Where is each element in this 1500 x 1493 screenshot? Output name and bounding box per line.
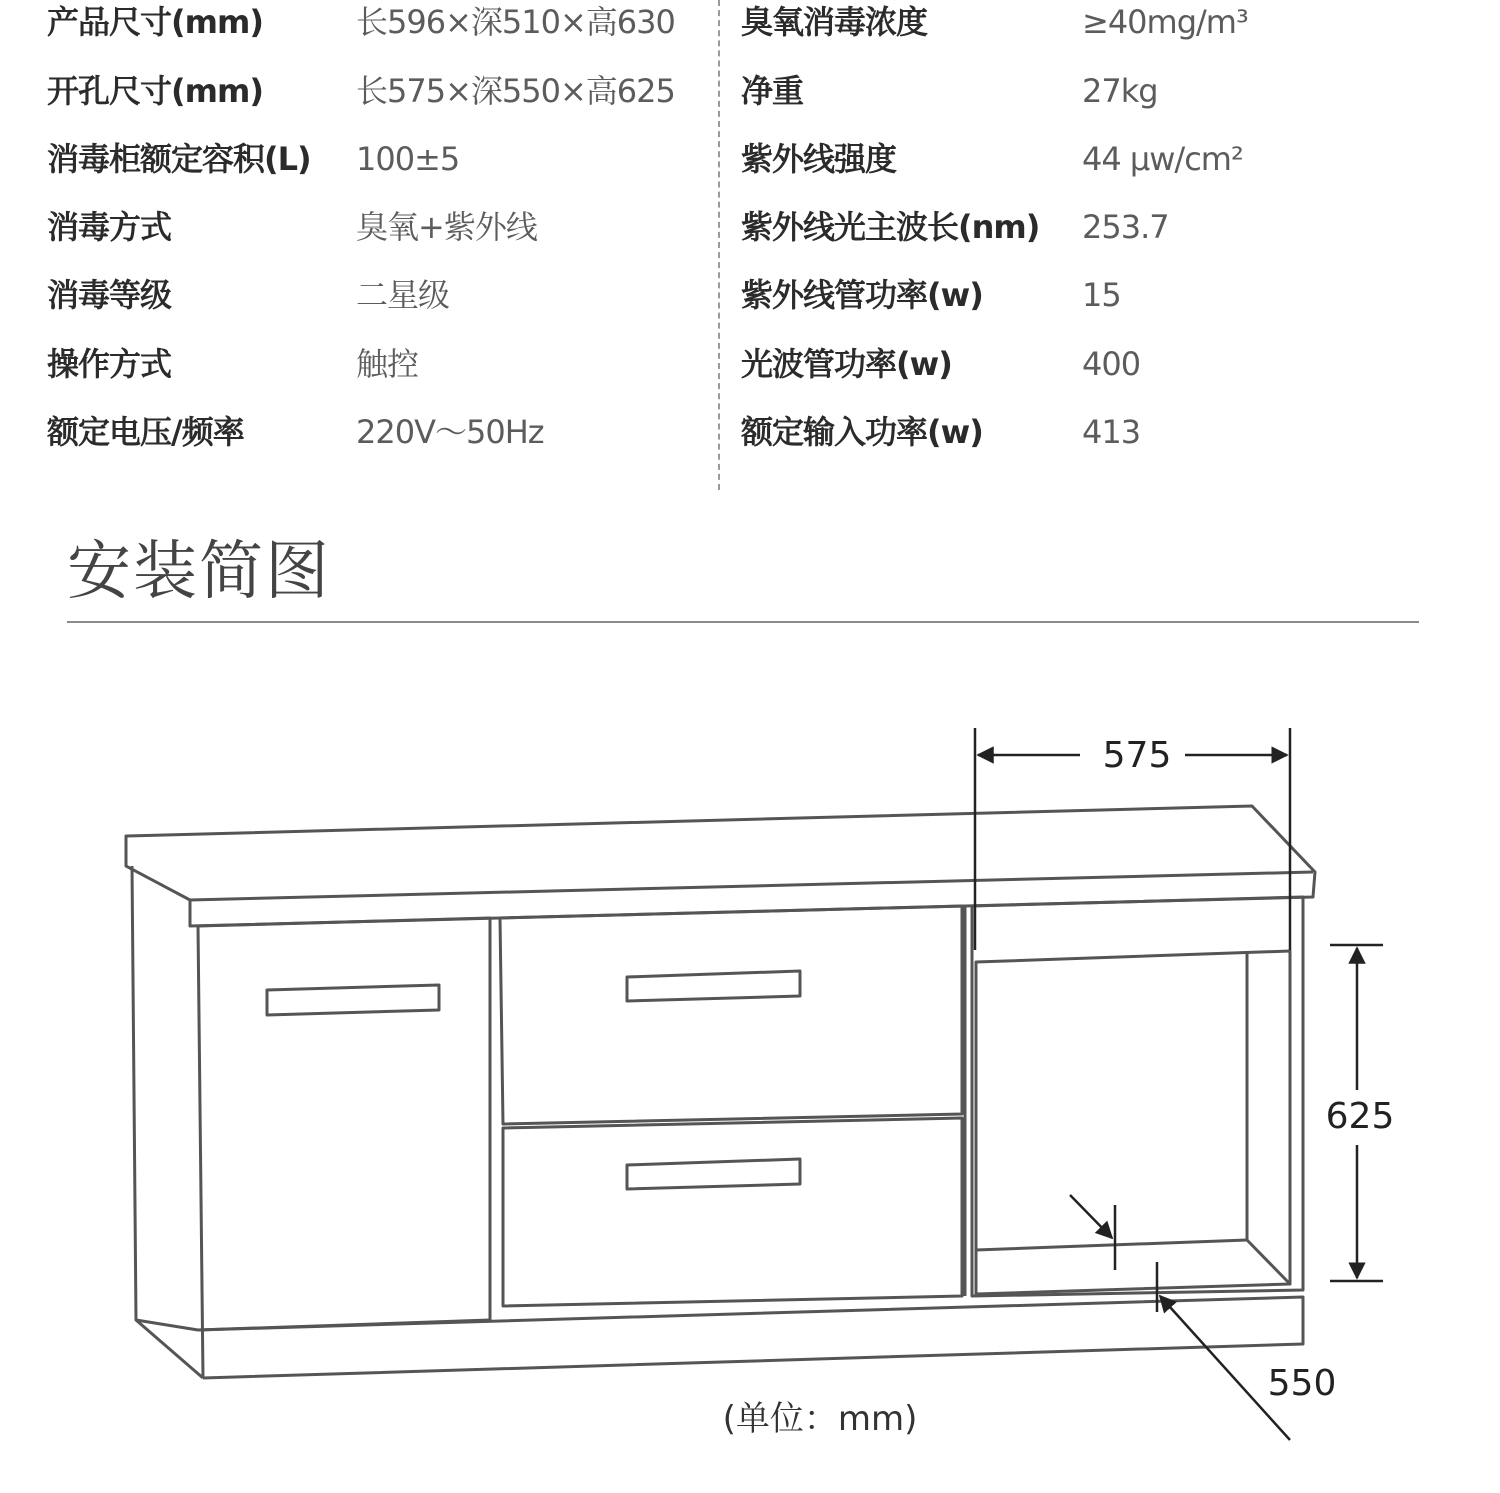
spec-value: 413 [1082,413,1141,451]
spec-label: 消毒方式 [47,208,172,246]
spec-label: 开孔尺寸(mm) [47,72,263,110]
spec-value: 长575×深550×高625 [356,72,675,110]
cabinet-drawing [126,806,1315,1378]
cabinet-base-line [198,1320,490,1330]
spec-value: 触控 [356,345,419,383]
spec-label: 消毒柜额定容积(L) [47,140,311,178]
unit-note: (单位：mm) [722,1399,918,1439]
section-divider [67,621,1419,623]
spec-label: 消毒等级 [47,276,172,314]
opening-back-edge [976,953,1247,1250]
spec-label: 紫外线强度 [741,140,897,178]
height-dimension-label: 625 [1325,1096,1395,1137]
spec-value: ≥40mg/m³ [1082,3,1248,41]
drawer-lower-handle [627,1159,800,1189]
spec-label: 净重 [741,72,804,110]
section-title: 安装简图 [67,535,331,609]
spec-label: 光波管功率(w) [741,345,952,383]
spec-label: 额定电压/频率 [47,413,244,451]
door-handle [267,985,439,1015]
spec-value: 100±5 [356,140,460,178]
depth-arrow-1 [1070,1195,1112,1238]
countertop [126,806,1315,926]
spec-label: 紫外线光主波长(nm) [741,208,1040,246]
spec-label: 额定输入功率(w) [741,413,983,451]
spec-label: 臭氧消毒浓度 [741,3,928,41]
door-panel [198,918,490,1320]
depth-dimension-label: 550 [1267,1363,1337,1404]
installation-diagram [0,640,1500,1493]
spec-label: 紫外线管功率(w) [741,276,983,314]
cabinet-plinth [136,1297,1303,1378]
spec-value: 44 μw/cm² [1082,140,1243,178]
spec-table [0,0,1500,500]
spec-value: 253.7 [1082,208,1169,246]
spec-value: 长596×深510×高630 [356,3,675,41]
column-divider [718,0,720,490]
countertop-front-edge [190,872,1313,900]
spec-value: 二星级 [356,276,450,314]
drawer-upper [500,906,962,1124]
cabinet-front-left [198,926,203,1378]
spec-label: 操作方式 [47,345,172,383]
dimension-lines [975,728,1383,1440]
spec-value: 臭氧+紫外线 [356,208,537,246]
opening-inner [976,951,1290,1294]
drawer-upper-handle [627,971,800,1001]
spec-value: 15 [1082,276,1121,314]
width-dimension-label: 575 [1102,735,1172,776]
spec-label: 产品尺寸(mm) [47,3,263,41]
spec-value: 27kg [1082,72,1158,110]
spec-value: 400 [1082,345,1141,383]
opening-floor-edge [1247,1240,1290,1284]
drawer-lower [503,1118,962,1306]
cabinet-side [132,866,203,1378]
spec-value: 220V～50Hz [356,413,544,451]
